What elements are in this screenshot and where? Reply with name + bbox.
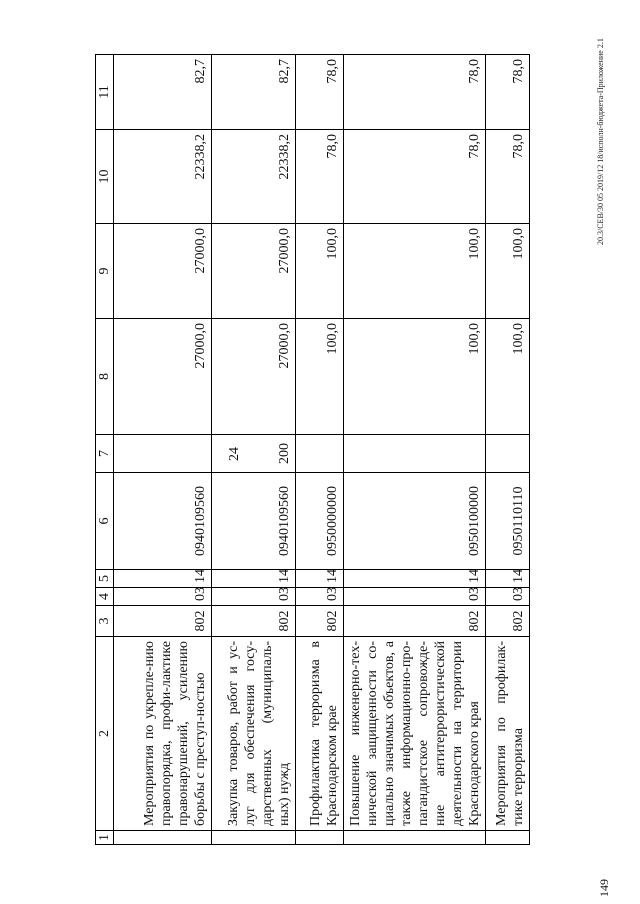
value-col10: 78,0 [486, 130, 530, 224]
value-col8: 100,0 [344, 319, 486, 435]
expense-type-code [344, 435, 486, 473]
header-cell: 11 [96, 55, 114, 130]
expense-type-code [114, 435, 212, 473]
header-cell: 3 [96, 606, 114, 637]
header-cell: 10 [96, 130, 114, 224]
ministry-code: 802 [344, 606, 486, 637]
value-col8: 100,0 [296, 319, 344, 435]
subsection-code: 14 [344, 570, 486, 588]
table-row [114, 55, 212, 845]
row-description: Закупка товаров, работ и ус-луг для обеспечения госу-дарственных (муниципаль-ных) нужд [212, 637, 296, 831]
value-col10: 22338,2 [212, 130, 296, 224]
value-col11: 78,0 [296, 55, 344, 130]
ministry-code: 802 [114, 606, 212, 637]
value-col10: 78,0 [344, 130, 486, 224]
table-row [344, 55, 486, 845]
value-col11: 82,7 [114, 55, 212, 130]
header-cell: 8 [96, 319, 114, 435]
row-description: Повышение инженерно-тех-нической защищенности со-циально значимых объектов, а также информационно-про-пагандистское сопровожде-ние антитеррористической деятельности на территории Краснодарского края [344, 637, 486, 831]
section-code: 03 [212, 588, 296, 606]
expense-type-code: 200 [212, 435, 296, 473]
header-cell: 5 [96, 570, 114, 588]
table-row [486, 55, 530, 845]
table-row [296, 55, 344, 845]
row-description: Мероприятия по профилак-тике терроризма [486, 637, 530, 831]
target-article-code: 0950000000 [296, 473, 344, 570]
header-cell: 6 [96, 473, 114, 570]
header-cell: 7 [96, 435, 114, 473]
value-col8: 27000,0 [212, 319, 296, 435]
value-col9: 27000,0 [114, 224, 212, 319]
row-index-cell [114, 831, 212, 845]
value-col11: 78,0 [344, 55, 486, 130]
subsection-code: 14 [114, 570, 212, 588]
value-col10: 22338,2 [114, 130, 212, 224]
subsection-code: 14 [212, 570, 296, 588]
value-col11: 78,0 [486, 55, 530, 130]
row-description: Мероприятия по укрепле-нию правопорядка, профи-лактике правонарушений, усилению борьбы с преступ-ностью [114, 637, 212, 831]
ministry-code: 802 [486, 606, 530, 637]
section-code: 03 [296, 588, 344, 606]
header-cell: 2 [96, 637, 114, 831]
header-cell: 4 [96, 588, 114, 606]
expense-type-code [486, 435, 530, 473]
table-header-row [96, 55, 114, 845]
target-article-code: 0950100000 [344, 473, 486, 570]
row-index-cell [212, 831, 296, 845]
row-index-cell [486, 831, 530, 845]
rotated-page-content [95, 55, 535, 845]
section-code: 03 [486, 588, 530, 606]
table-row [212, 55, 296, 845]
target-article-code: 0940109560 [212, 473, 296, 570]
expense-type-code [296, 435, 344, 473]
target-article-code: 0950110110 [486, 473, 530, 570]
value-col9: 100,0 [486, 224, 530, 319]
subsection-code: 14 [486, 570, 530, 588]
ministry-code: 802 [212, 606, 296, 637]
row-description: Профилактика терроризма в Краснодарском крае [296, 637, 344, 831]
target-article-code: 0940109560 [114, 473, 212, 570]
section-code: 03 [114, 588, 212, 606]
row-index-cell [296, 831, 344, 845]
value-col11: 82,7 [212, 55, 296, 130]
value-col9: 100,0 [344, 224, 486, 319]
header-cell: 9 [96, 224, 114, 319]
value-col9: 100,0 [296, 224, 344, 319]
value-col9: 27000,0 [212, 224, 296, 319]
section-code: 03 [344, 588, 486, 606]
corner-page-number: 149 [597, 879, 611, 897]
page-number: 24 [227, 447, 242, 461]
budget-table [95, 54, 530, 845]
ministry-code: 802 [296, 606, 344, 637]
value-col8: 100,0 [486, 319, 530, 435]
value-col8: 27000,0 [114, 319, 212, 435]
header-cell: 1 [96, 831, 114, 845]
row-index-cell [344, 831, 486, 845]
value-col10: 78,0 [296, 130, 344, 224]
subsection-code: 14 [296, 570, 344, 588]
file-path-label: 20.3/СЕВ/30 05 2019/12 18/исполн-бюджета-Приложение 2.1 [596, 38, 605, 245]
